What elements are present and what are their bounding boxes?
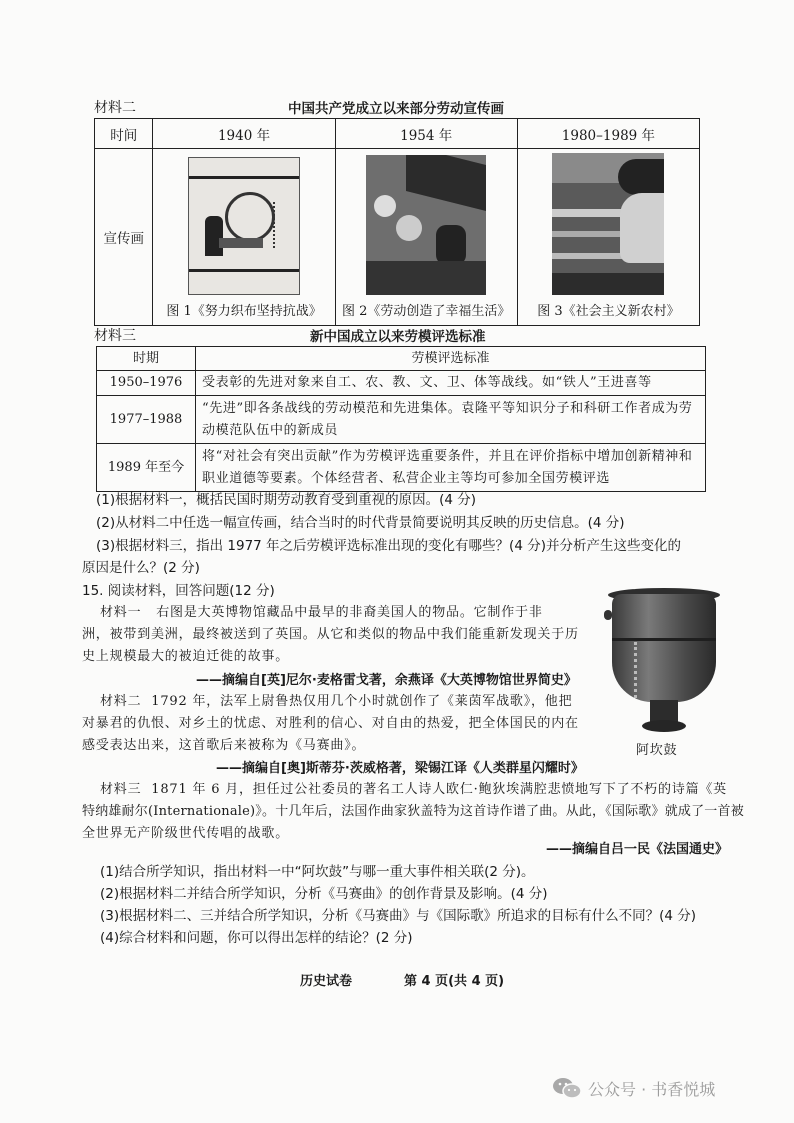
poster-cell [517,149,699,326]
material3-label: 材料三 [94,328,136,344]
weaving-loom-poster-image [188,157,300,295]
watermark-text: 公众号 · 书香悦城 [588,1079,716,1099]
period-cell: 1977–1988 [97,396,196,444]
q15-material1 [100,602,570,624]
standard-header: 劳模评选标准 [196,347,706,371]
period-cell: 1989 年至今 [97,444,196,492]
q15-material3-label: 材料三 [100,782,142,797]
time-header: 时间 [95,119,153,149]
standard-cell: 将“对社会有突出贡献”作为劳模评选重要条件，并且在评价指标中增加创新精神和职业道德等要素。个体经营者、私营企业主等均可参加全国劳模评选 [196,444,706,492]
footer-page-number: 第 4 页(共 4 页) [404,974,505,989]
question-15-2: (2)根据材料二并结合所学知识，分析《马赛曲》的创作背景及影响。(4 分) [100,886,548,902]
standard-cell: “先进”即各条战线的劳动模范和先进集体。袁隆平等知识分子和科研工作者成为劳动模范队伍中的新成员 [196,396,706,444]
q15-material2-line: 感受表达出来，这首歌后来被称为《马赛曲》。 [82,738,366,753]
material3-title: 新中国成立以来劳模评选标准 [310,329,486,345]
q15-material3 [100,779,727,801]
q15-material3-source: ——摘编自吕一民《法国通史》 [546,842,729,857]
question-14-1: (1)根据材料一，概括民国时期劳动教育受到重视的原因。(4 分) [96,492,477,508]
standard-cell: 受表彰的先进对象来自工、农、教、文、卫、体等战线。如“铁人”王进喜等 [196,371,706,396]
material2-title: 中国共产党成立以来部分劳动宣传画 [288,101,504,117]
material2-label: 材料二 [94,100,136,116]
poster-table [94,118,700,326]
q15-material1-source: ——摘编自[英]尼尔·麦格雷戈著，余燕译《大英博物馆世界简史》 [196,673,577,688]
question-14-2: (2)从材料二中任选一幅宣传画，结合当时的时代背景简要说明其反映的历史信息。(4 分) [96,515,625,531]
question-15-heading: 15. 阅读材料，回答问题(12 分) [82,583,275,599]
year-cell: 1954 年 [335,119,517,149]
question-14-3: (3)根据材料三，指出 1977 年之后劳模评选标准出现的变化有哪些？(4 分)并分析产生这些变化的 [96,538,681,554]
wechat-icon [552,1076,582,1100]
q15-material1-line: 右图是大英博物馆藏品中最早的非裔美国人的物品。它制作于非 [156,605,543,620]
q15-material3-line: 特纳雄耐尔(Internationale)》。十几年后，法国作曲家狄盖特为这首诗作谱了曲。从此，《国际歌》就成了一首被 [82,804,744,819]
q15-material1-line: 史上规模最大的被迫迁徙的故事。 [82,649,290,664]
poster-cell [153,149,335,326]
poster-caption: 图 3《社会主义新农村》 [537,304,680,319]
q15-material3-line: 全世界无产阶级世代传唱的战歌。 [82,826,290,841]
q15-material3-line: 1871 年 6 月，担任过公社委员的著名工人诗人欧仁·鲍狄埃满腔悲愤地写下了不朽的诗篇《英 [151,782,727,797]
akan-drum-caption: 阿坎鼓 [636,743,678,758]
q15-material1-line: 洲，被带到美洲，最终被送到了英国。从它和类似的物品中我们能重新发现关于历 [82,627,579,642]
year-cell: 1980–1989 年 [517,119,699,149]
q15-material2 [100,691,572,713]
akan-drum-image [604,582,728,734]
poster-header: 宣传画 [95,149,153,326]
question-15-3: (3)根据材料二、三并结合所学知识，分析《马赛曲》与《国际歌》所追求的目标有什么不同？(4 分) [100,908,697,924]
year-cell: 1940 年 [153,119,335,149]
watermark [552,1076,715,1100]
question-15-1: (1)结合所学知识，指出材料一中“阿坎鼓”与哪一重大事件相关联(2 分)。 [100,864,535,880]
question-14-3-cont: 原因是什么？(2 分) [82,560,200,576]
question-15-4: (4)综合材料和问题，你可以得出怎样的结论？(2 分) [100,930,413,946]
footer-subject: 历史试卷 [300,974,353,989]
happy-life-crowd-poster-image [366,155,486,295]
period-header: 时期 [97,347,196,371]
poster-caption: 图 2《劳动创造了幸福生活》 [342,304,511,319]
period-cell: 1950–1976 [97,371,196,396]
q15-material2-line: 对暴君的仇恨、对乡土的忧虑、对胜利的信心、对自由的热爱，把全体国民的内在 [82,716,579,731]
poster-cell [335,149,517,326]
q15-material1-label: 材料一 [100,605,142,620]
q15-material2-line: 1792 年，法军上尉鲁热仅用几个小时就创作了《莱茵军战歌》，他把 [151,694,573,709]
q15-material2-source: ——摘编自[奥]斯蒂芬·茨威格著，梁锡江译《人类群星闪耀时》 [216,761,584,776]
new-countryside-poster-image [552,153,664,295]
q15-material2-label: 材料二 [100,694,142,709]
labor-model-table [96,346,706,492]
poster-caption: 图 1《努力织布坚持抗战》 [166,304,322,319]
